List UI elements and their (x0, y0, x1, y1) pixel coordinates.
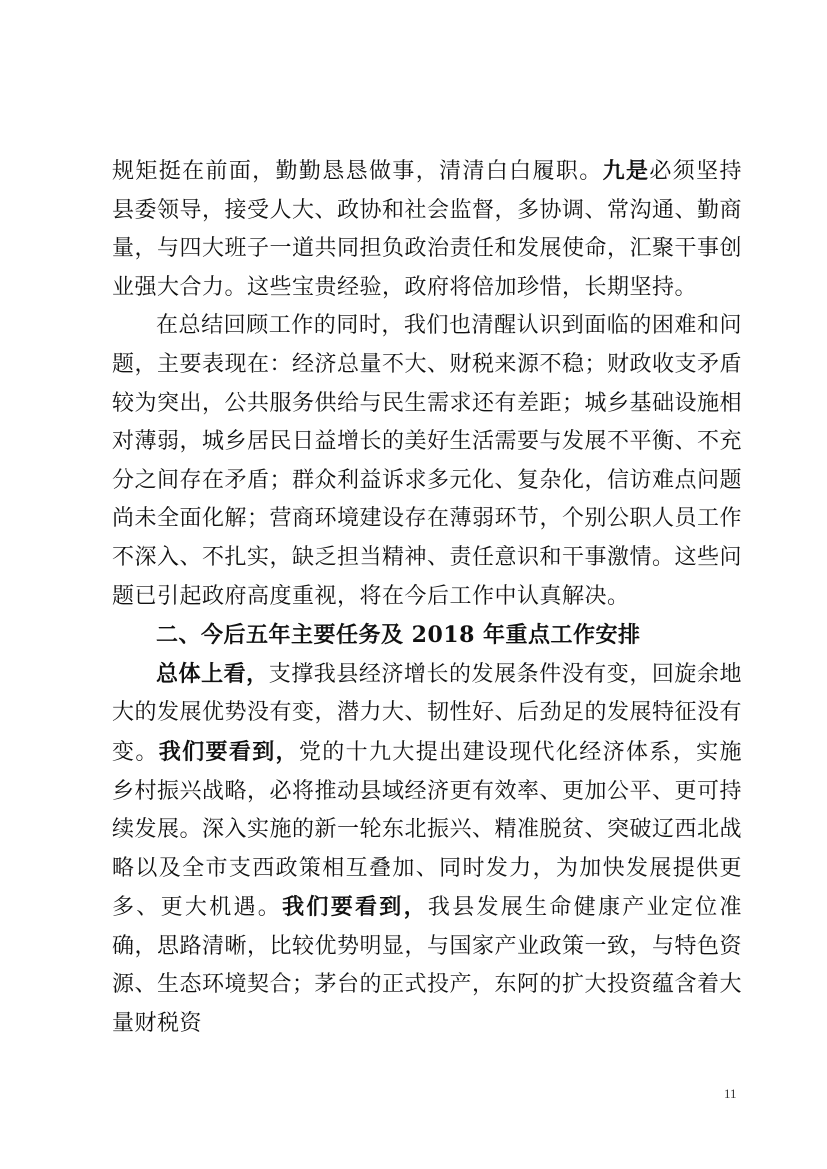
bold-lead-overall: 总体上看， (156, 660, 269, 687)
paragraph-text: 在总结回顾工作的同时，我们也清醒认识到面临的困难和问题，主要表现在：经济总量不大、财税来源不稳；财政收支矛盾较为突出，公共服务供给与民生需求还有差距；城乡基础设施相对薄弱，城乡居民日益增长的美好生活需要与发展不平衡、不充分之间存在矛盾；群众利益诉求多元化、复杂化，信访难点问题尚未全面化解；营商环境建设存在薄弱环节，个别公职人员工作不深入、不扎实，缺乏担当精神、责任意识和干事激情。这些问题已引起政府高度重视，将在今后工作中认真解决。 (112, 313, 743, 609)
paragraph-text: 我县发展生命健康产业定位准确，思路清晰，比较优势明显，与国家产业政策一致，与特色资源、生态环境契合；茅台的正式投产，东阿的扩大投资蕴含着大量财税资 (112, 895, 743, 1037)
page-number: 11 (724, 1086, 737, 1101)
bold-lead-ninth: 九是 (602, 158, 650, 184)
bold-lead-we-see-2: 我们要看到， (282, 894, 428, 921)
paragraph-text: 必须坚持县委领导，接受人大、政协和社会监督，多协调、常沟通、勤商量，与四大班子一道共同担负政治责任和发展使命，汇聚干事创业强大合力。这些宝贵经验，政府将倍加珍惜，长期坚持。 (112, 159, 743, 300)
paragraph-problems (112, 307, 742, 616)
paragraph-overview (112, 655, 742, 1044)
section-heading: 二、今后五年主要任务及 2018 年重点工作安排 (156, 622, 641, 649)
paragraph-experience-ninth (112, 152, 742, 307)
paragraph-text: 支撑我县经济增长的发展条件没有变，回旋余地大的发展优势没有变，潜力大、韧性好、后劲足的发展特征没有变。 (112, 661, 743, 765)
document-body (112, 152, 742, 1044)
paragraph-text: 党的十九大提出建设现代化经济体系，实施乡村振兴战略，必将推动县域经济更有效率、更加公平、更可持续发展。深入实施的新一轮东北振兴、精准脱贫、突破辽西北战略以及全市支西政策相互叠加、同时发力，为加快发展提供更多、更大机遇。 (112, 739, 743, 921)
bold-lead-we-see-1: 我们要看到， (158, 738, 299, 765)
paragraph-text: 规矩挺在前面，勤勤恳恳做事，清清白白履职。 (112, 159, 603, 184)
